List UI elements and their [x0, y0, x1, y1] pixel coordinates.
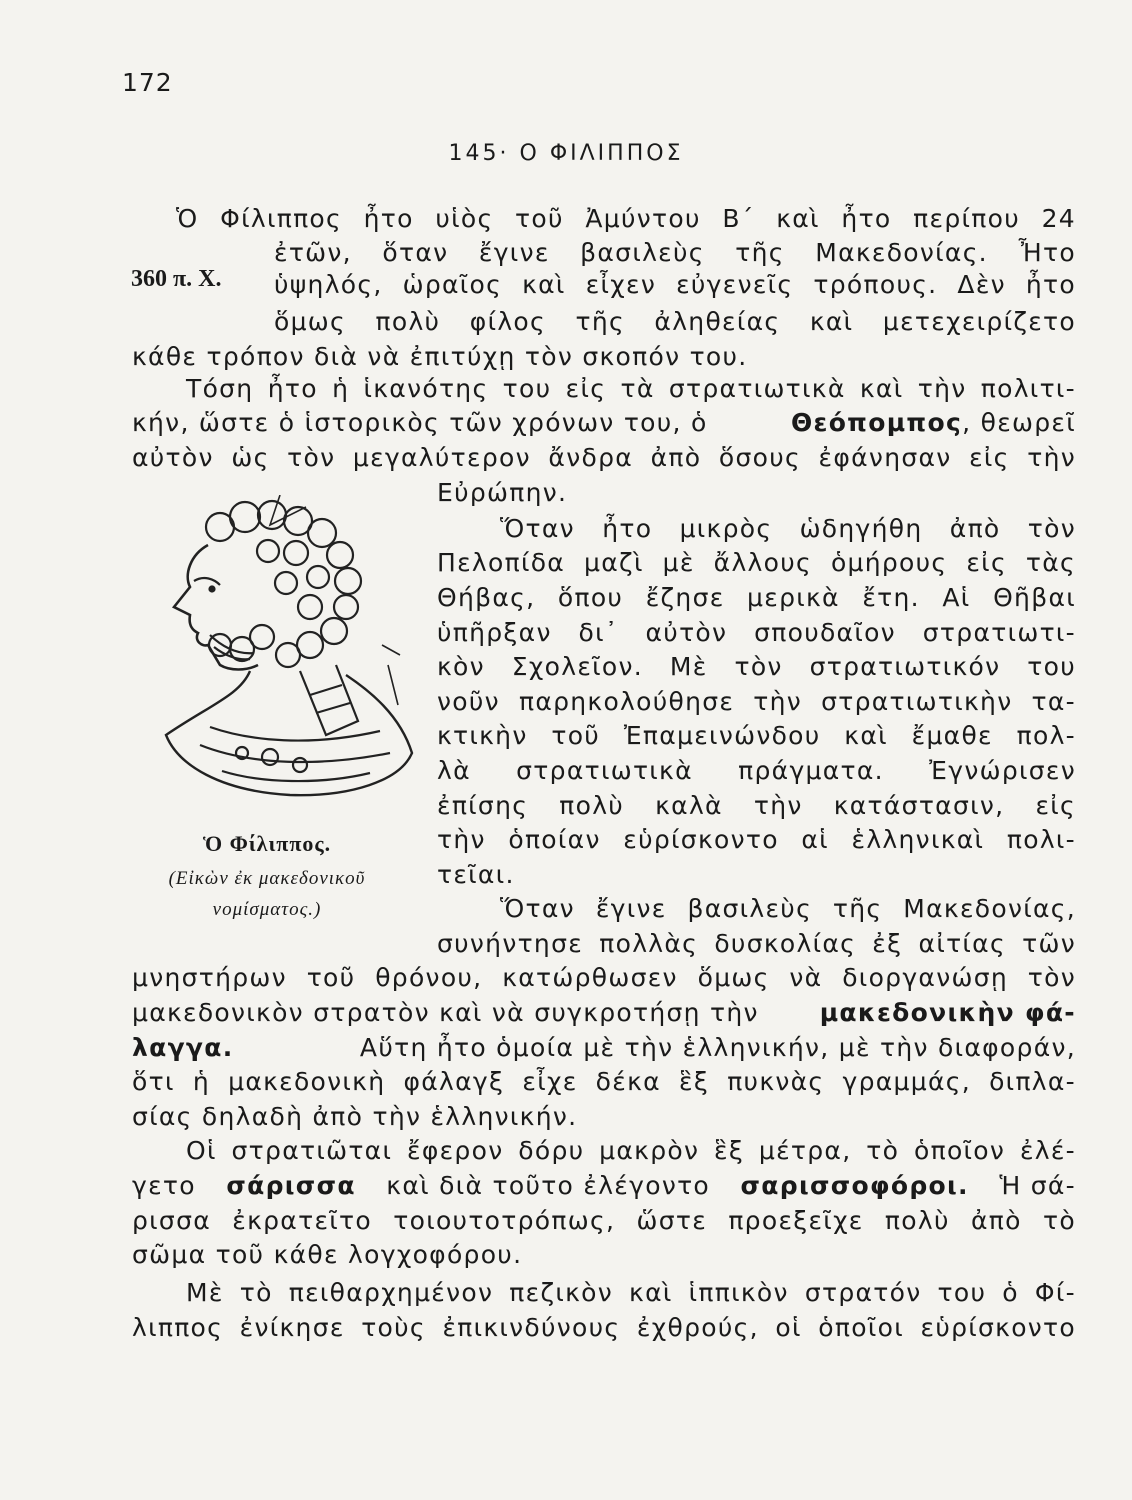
text-line-7-end	[791, 406, 1076, 440]
page-number: 172	[122, 68, 173, 97]
text-line-30: ρισσα ἐκρατεῖτο τοιουτοτρόπως, ὥστε προεξεῖχε πολὺ ἀπὸ τὸ	[132, 1206, 1076, 1235]
text-line-2: ἐτῶν, ὅταν ἔγινε βασιλεὺς τῆς Μακεδονίας. Ἦτο	[274, 238, 1076, 267]
margin-date: 360 π. Χ.	[131, 266, 222, 292]
text-line-13: ὑπῆρξαν δι᾽ αὐτὸν σπουδαῖον στρατιωτι-	[437, 618, 1076, 647]
text-line-17: λὰ στρατιωτικὰ πράγματα. Ἐγνώρισεν	[437, 756, 1076, 785]
text-line-24	[132, 996, 1076, 1030]
text-line-7-tail: , θεωρεῖ	[962, 408, 1076, 437]
text-line-9: Εὐρώπην.	[437, 478, 568, 507]
text-line-25	[132, 1031, 1076, 1065]
text-line-7-start: κήν, ὥστε ὁ ἱστορικὸς τῶν χρόνων του, ὁ	[132, 408, 708, 437]
figure-caption-line-1: (Εἰκὼν ἐκ μακεδονικοῦ	[168, 868, 366, 889]
text-line-5: κάθε τρόπον διὰ νὰ ἐπιτύχῃ τὸν σκοπόν του.	[132, 342, 748, 371]
figure-caption-line-2: νομίσματος.)	[212, 899, 322, 920]
text-line-14: κὸν Σχολεῖον. Μὲ τὸν στρατιωτικόν του	[437, 652, 1076, 681]
text-line-31: σῶμα τοῦ κάθε λογχοφόρου.	[132, 1240, 523, 1269]
text-line-21: Ὅταν ἔγινε βασιλεὺς τῆς Μακεδονίας,	[500, 894, 1076, 923]
text-line-29	[132, 1169, 1076, 1203]
text-line-3: ὑψηλός, ὡραῖος καὶ εἶχεν εὐγενεῖς τρόπους. Δὲν ἦτο	[274, 270, 1076, 299]
text-line-27: σίας δηλαδὴ ἀπὸ τὴν ἑλληνικήν.	[132, 1102, 578, 1131]
text-line-33: λιππος ἐνίκησε τοὺς ἐπικινδύνους ἐχθρούς, οἱ ὁποῖοι εὑρίσκοντο	[132, 1313, 1076, 1342]
text-line-7	[132, 406, 1076, 440]
portrait-coin-icon	[166, 495, 412, 795]
text-line-29-a: γετο	[132, 1171, 196, 1200]
term-sarissa: σάρισσα	[226, 1171, 356, 1200]
face-profile	[174, 545, 258, 670]
text-line-25-rest: Αὕτη ἦτο ὁμοία μὲ τὴν ἑλληνικήν, μὲ τὴν διαφοράν,	[359, 1033, 1076, 1062]
text-line-1: Ὁ Φίλιππος ἦτο υἱὸς τοῦ Ἀμύντου Β΄ καὶ ἦτο περίπου 24	[176, 204, 1076, 233]
text-line-29-c: καὶ διὰ τοῦτο ἐλέγοντο	[386, 1171, 711, 1200]
text-line-28: Οἱ στρατιῶται ἔφερον δόρυ μακρὸν ἓξ μέτρα, τὸ ὁποῖον ἐλέ-	[186, 1136, 1076, 1165]
text-line-19: τὴν ὁποίαν εὑρίσκοντο αἱ ἑλληνικαὶ πολι-	[437, 825, 1076, 854]
section-title: 145· Ο ΦΙΛΙΠΠΟΣ	[448, 141, 684, 166]
term-falagga-end: λαγγα.	[132, 1033, 234, 1062]
text-line-15: νοῦν παρηκολούθησε τὴν στρατιωτικὴν τα-	[437, 687, 1076, 716]
text-line-11: Πελοπίδα μαζὶ μὲ ἄλλους ὁμήρους εἰς τὰς	[437, 548, 1076, 577]
term-sarissofori: σαρισσοφόροι.	[740, 1171, 969, 1200]
text-line-29-e: Ἡ σά-	[999, 1171, 1076, 1200]
text-line-24-start: μακεδονικὸν στρατὸν καὶ νὰ συγκροτήσῃ τὴν	[132, 998, 759, 1027]
name-theopompos: Θεόπομπος	[790, 408, 963, 437]
text-line-10: Ὅταν ἦτο μικρὸς ὡδηγήθη ἀπὸ τὸν	[500, 514, 1076, 543]
text-line-18: ἐπίσης πολὺ καλὰ τὴν κατάστασιν, εἰς	[437, 791, 1076, 820]
text-line-26: ὅτι ἡ μακεδονικὴ φάλαγξ εἶχε δέκα ἓξ πυκνὰς γραμμάς, διπλα-	[132, 1067, 1076, 1096]
text-line-20: τεῖαι.	[437, 860, 515, 889]
text-line-12: Θήβας, ὅπου ἔζησε μερικὰ ἔτη. Αἱ Θῆβαι	[437, 583, 1076, 612]
figure-caption-title: Ὁ Φίλιππος.	[202, 831, 332, 856]
text-line-8: αὐτὸν ὡς τὸν μεγαλύτερον ἄνδρα ἀπὸ ὅσους ἐφάνησαν εἰς τὴν	[132, 443, 1076, 472]
philip-portrait-figure	[150, 495, 420, 805]
text-line-23: μνηστήρων τοῦ θρόνου, κατώρθωσεν ὅμως νὰ διοργανώσῃ τὸν	[132, 963, 1076, 992]
hair-curls	[206, 501, 361, 667]
text-line-22: συνήντησε πολλὰς δυσκολίας ἐξ αἰτίας τῶν	[437, 929, 1076, 958]
text-line-32: Μὲ τὸ πειθαρχημένον πεζικὸν καὶ ἱππικὸν στρατόν του ὁ Φί-	[186, 1278, 1076, 1307]
text-line-6: Τόση ἦτο ἡ ἱκανότης του εἰς τὰ στρατιωτικὰ καὶ τὴν πολιτι-	[186, 374, 1076, 403]
term-makedoniki-falagga: μακεδονικὴν φά-	[819, 998, 1076, 1027]
text-line-16: κτικὴν τοῦ Ἐπαμεινώνδου καὶ ἔμαθε πολ-	[437, 721, 1076, 750]
text-line-4: ὅμως πολὺ φίλος τῆς ἀληθείας καὶ μετεχειρίζετο	[274, 307, 1076, 336]
